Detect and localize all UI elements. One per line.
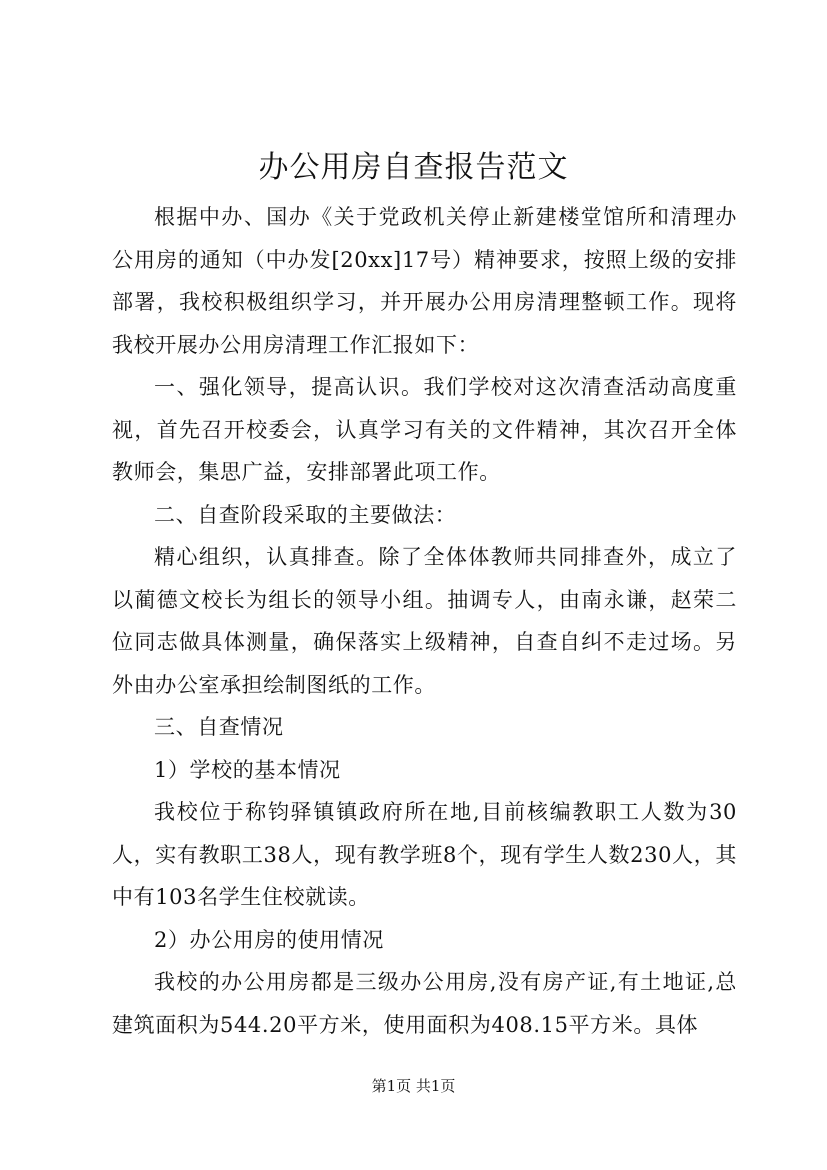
paragraph-office-usage: 我校的办公用房都是三级办公用房,没有房产证,有土地证,总建筑面积为544.20平方米，使用面积为408.15平方米。具体 [112,970,737,1037]
paragraph-section-2-body: 精心组织，认真排查。除了全体体教师共同排查外，成立了以蔺德文校长为组长的领导小组。抽调专人，由南永谦，赵荣二位同志做具体测量，确保落实上级精神，自查自纠不走过场。另外由办公室承担绘制图纸的工作。 [112,545,737,697]
document-body [112,196,737,1046]
paragraph-section-2-heading: 二、自查阶段采取的主要做法： [154,502,457,527]
paragraph-section-1: 一、强化领导，提高认识。我们学校对这次清查活动高度重视，首先召开校委会，认真学习有关的文件精神，其次召开全体教师会，集思广益，安排部署此项工作。 [112,375,737,484]
paragraph-intro: 根据中办、国办《关于党政机关停止新建楼堂馆所和清理办公用房的通知（中办发[20xx]17号）精神要求，按照上级的安排部署，我校积极组织学习，并开展办公用房清理整顿工作。现将我校开展办公用房清理工作汇报如下： [112,205,737,357]
paragraph-section-3-heading: 三、自查情况 [154,715,284,739]
page-footer: 第1页 共1页 [371,1077,456,1095]
paragraph-subheading-1: 1）学校的基本情况 [154,757,341,782]
document-title: 办公用房自查报告范文 [258,150,569,185]
paragraph-subheading-2: 2）办公用房的使用情况 [154,927,384,952]
paragraph-school-info: 我校位于称钧驿镇镇政府所在地,目前核编教职工人数为30人，实有教职工38人，现有教学班8个，现有学生人数230人，其中有103名学生住校就读。 [112,800,737,909]
